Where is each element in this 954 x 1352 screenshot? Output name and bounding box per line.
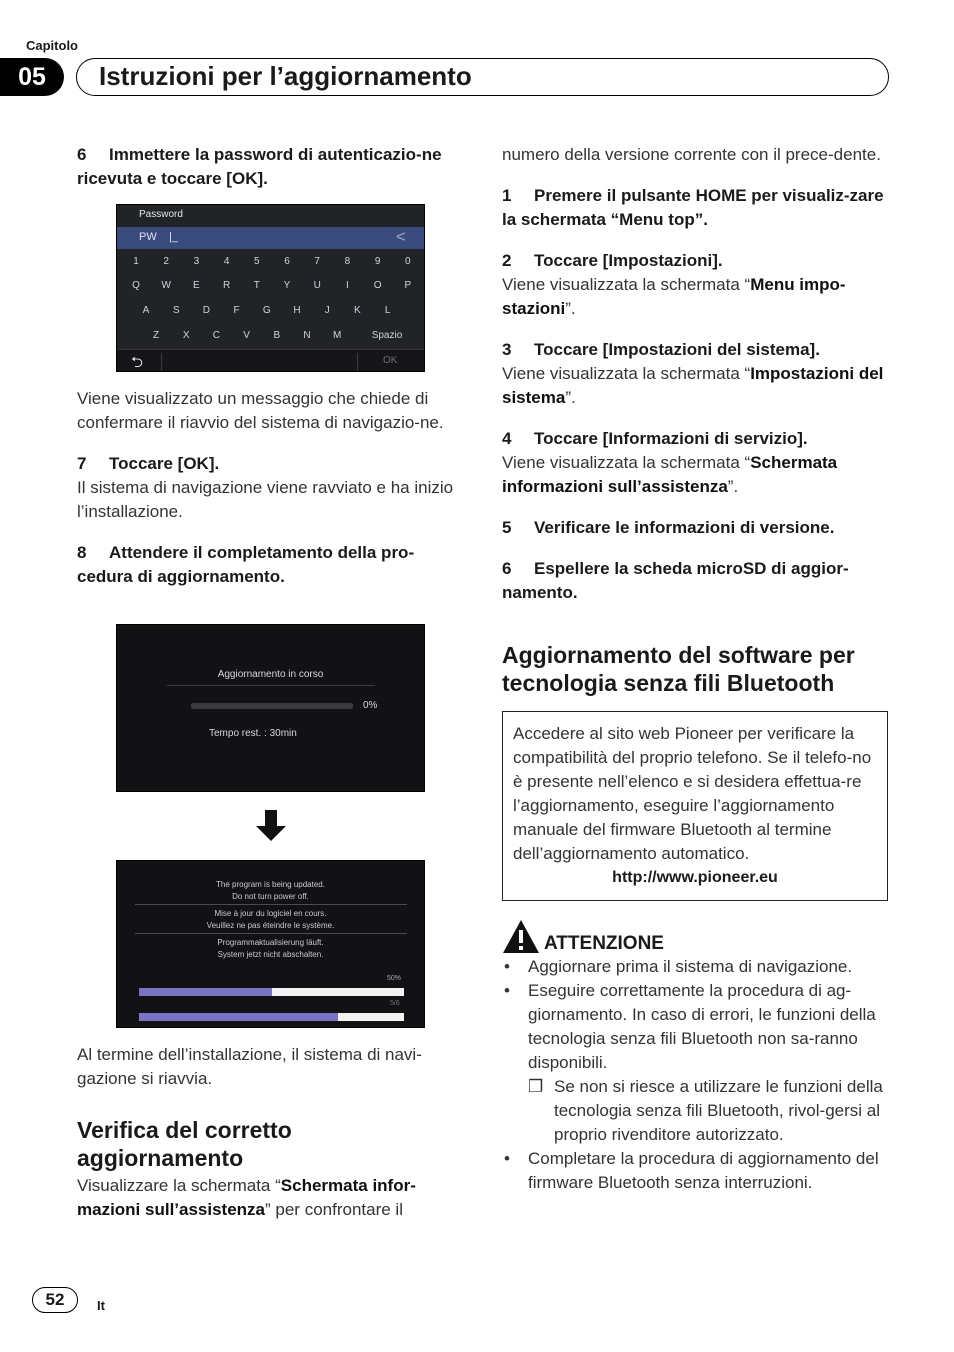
update-message-de: Programmaktualisierung läuft. System jetzt nicht abschalten.	[217, 938, 324, 959]
divider	[167, 685, 375, 686]
list-item: • Completare la procedura di aggiornamento del firmware Bluetooth senza interruzioni.	[502, 1147, 888, 1195]
step-6-left: 6 Immettere la password di autenticazio-ne ricevuta e toccare [OK].	[77, 145, 442, 188]
chapter-title: Istruzioni per l’aggiornamento	[76, 58, 889, 96]
checkbox-marker-icon: ❒	[528, 1077, 544, 1096]
key-b[interactable]: B	[273, 330, 281, 341]
firmware-update-screen	[116, 860, 425, 1028]
chapter-label: Capitolo	[26, 38, 78, 53]
key-z[interactable]: Z	[152, 330, 160, 341]
caution-title: ATTENZIONE	[544, 933, 664, 954]
key-f[interactable]: F	[233, 305, 240, 316]
page-number: 52	[32, 1287, 78, 1313]
password-field-value: |_	[169, 231, 178, 243]
progress-bar	[191, 703, 353, 709]
step-1: 1 Premere il pulsante HOME per visualiz-zare la schermata “Menu top”.	[502, 186, 884, 229]
paragraph: Viene visualizzata la schermata “Schermata informazioni sull’assistenza”.	[502, 453, 838, 496]
progress-bar-2	[139, 1013, 404, 1021]
key-t[interactable]: T	[253, 280, 260, 291]
key-1[interactable]: 1	[133, 256, 139, 267]
paragraph: Il sistema di navigazione viene ravviato e ha inizio l’installazione.	[77, 478, 454, 521]
paragraph: Al termine dell’installazione, il sistema di navi-gazione si riavvia.	[77, 1045, 422, 1088]
divider	[357, 353, 358, 371]
right-column	[502, 143, 888, 1195]
language-code: It	[97, 1298, 105, 1313]
paragraph: Visualizzare la schermata “Schermata infor-mazioni sull’assistenza” per confrontare il	[77, 1176, 416, 1219]
update-message-fr: Mise à jour du logiciel en cours. Veuillez ne pas éteindre le système.	[206, 909, 335, 930]
key-3[interactable]: 3	[193, 256, 200, 267]
key-m[interactable]: M	[333, 330, 342, 341]
caution-list	[502, 955, 888, 1195]
key-c[interactable]: C	[212, 330, 220, 341]
progress-bar-1	[139, 988, 404, 996]
key-4[interactable]: 4	[223, 256, 230, 267]
step-8: 8 Attendere il completamento della pro-cedura di aggiornamento.	[77, 543, 415, 586]
step-7: 7 Toccare [OK].	[77, 454, 220, 473]
key-5[interactable]: 5	[254, 256, 260, 267]
key-8[interactable]: 8	[344, 256, 351, 267]
key-6[interactable]: 6	[284, 256, 290, 267]
list-item: • Aggiornare prima il sistema di navigazione.	[502, 955, 888, 979]
key-i[interactable]: I	[346, 280, 349, 291]
key-0[interactable]: 0	[405, 256, 411, 267]
step-5: 5 Verificare le informazioni di versione.	[502, 518, 835, 537]
back-icon[interactable]: ⮌	[131, 354, 144, 371]
arrow-down-icon	[255, 810, 287, 842]
key-s[interactable]: S	[172, 305, 180, 316]
key-a[interactable]: A	[142, 305, 150, 316]
bar2-label: 5/6	[390, 1000, 400, 1007]
key-j[interactable]: J	[324, 305, 330, 316]
key-e[interactable]: E	[193, 280, 200, 291]
section-heading: Verifica del corretto aggiornamento	[77, 1117, 292, 1171]
key-n[interactable]: N	[303, 330, 311, 341]
key-g[interactable]: G	[262, 305, 271, 316]
key-2[interactable]: 2	[163, 256, 169, 267]
divider	[135, 933, 407, 934]
password-field-label: PW	[139, 231, 157, 243]
divider	[135, 904, 407, 905]
key-w[interactable]: W	[161, 280, 171, 291]
backspace-icon[interactable]: <	[396, 227, 406, 246]
sub-item: ❒ Se non si riesce a utilizzare le funzioni della tecnologia senza fili Bluetooth, rivol-gersi al proprio rivenditore autorizzato.	[528, 1077, 883, 1144]
pioneer-url-link[interactable]: http://www.pioneer.eu	[612, 869, 778, 886]
key-o[interactable]: O	[373, 280, 382, 291]
key-x[interactable]: X	[182, 330, 190, 341]
progress-bar-2-fill	[139, 1013, 338, 1021]
step-2: 2 Toccare [Impostazioni].	[502, 251, 723, 270]
info-box-text: Accedere al sito web Pioneer per verificare la compatibilità del proprio telefono. Se il telefo-no è presente nell’elenco e si desidera effettua-re l’aggiornamento, eseguire l’aggiornamento manuale del firmware Bluetooth al termine dell’aggiornamento automatico.	[513, 724, 872, 863]
paragraph: Viene visualizzata la schermata “Impostazioni del sistema”.	[502, 364, 884, 407]
left-column-bottom	[77, 1043, 463, 1222]
update-progress-screen	[116, 624, 425, 792]
bar1-label: 50%	[387, 975, 402, 982]
key-d[interactable]: D	[202, 305, 210, 316]
step-3: 3 Toccare [Impostazioni del sistema].	[502, 340, 820, 359]
password-field[interactable]	[117, 227, 424, 249]
update-message-en: The program is being updated. Do not turn power off.	[216, 880, 325, 901]
progress-percent: 0%	[363, 700, 378, 711]
list-item: • Eseguire correttamente la procedura di ag-giornamento. In caso di errori, le funzioni della tecnologia senza fili Bluetooth non sa-ranno disponibili. ❒ Se non si riesce a utilizzare le funzioni della tecnologia senza fili Bluetooth, rivol-gersi al proprio rivenditore autorizzato.	[502, 979, 888, 1147]
caution-header	[502, 919, 888, 955]
info-box	[502, 711, 888, 901]
progress-title: Aggiornamento in corso	[217, 669, 324, 680]
key-h[interactable]: H	[293, 305, 301, 316]
paragraph: Viene visualizzato un messaggio che chiede di confermare il riavvio del sistema di navigazio-ne.	[77, 389, 444, 432]
keyboard-title: Password	[139, 209, 183, 220]
left-column-top	[77, 143, 463, 191]
time-remaining: Tempo rest. : 30min	[209, 728, 297, 739]
key-r[interactable]: R	[222, 280, 231, 291]
key-u[interactable]: U	[313, 280, 321, 291]
key-p[interactable]: P	[404, 280, 412, 291]
key-7[interactable]: 7	[314, 256, 320, 267]
paragraph: numero della versione corrente con il prece-dente.	[502, 145, 881, 164]
warning-icon	[502, 919, 540, 955]
left-column-middle	[77, 387, 463, 589]
key-space[interactable]: Spazio	[371, 330, 403, 341]
key-l[interactable]: L	[384, 305, 391, 316]
keyboard-bottom-bar	[117, 349, 424, 372]
paragraph: Viene visualizzata la schermata “Menu impo-stazioni”.	[502, 275, 846, 318]
step-6-right: 6 Espellere la scheda microSD di aggior-namento.	[502, 559, 849, 602]
section-heading: Aggiornamento del software per tecnologia senza fili Bluetooth	[502, 642, 855, 696]
key-y[interactable]: Y	[283, 280, 291, 291]
step-4: 4 Toccare [Informazioni di servizio].	[502, 429, 808, 448]
password-keyboard-screen	[116, 204, 425, 372]
key-v[interactable]: V	[243, 330, 250, 341]
key-q[interactable]: Q	[132, 280, 140, 291]
ok-key[interactable]: OK	[383, 355, 398, 366]
key-9[interactable]: 9	[374, 256, 381, 267]
chapter-number: 05	[0, 58, 64, 96]
progress-bar-1-fill	[139, 988, 272, 996]
key-k[interactable]: K	[354, 305, 361, 316]
divider	[161, 353, 162, 371]
